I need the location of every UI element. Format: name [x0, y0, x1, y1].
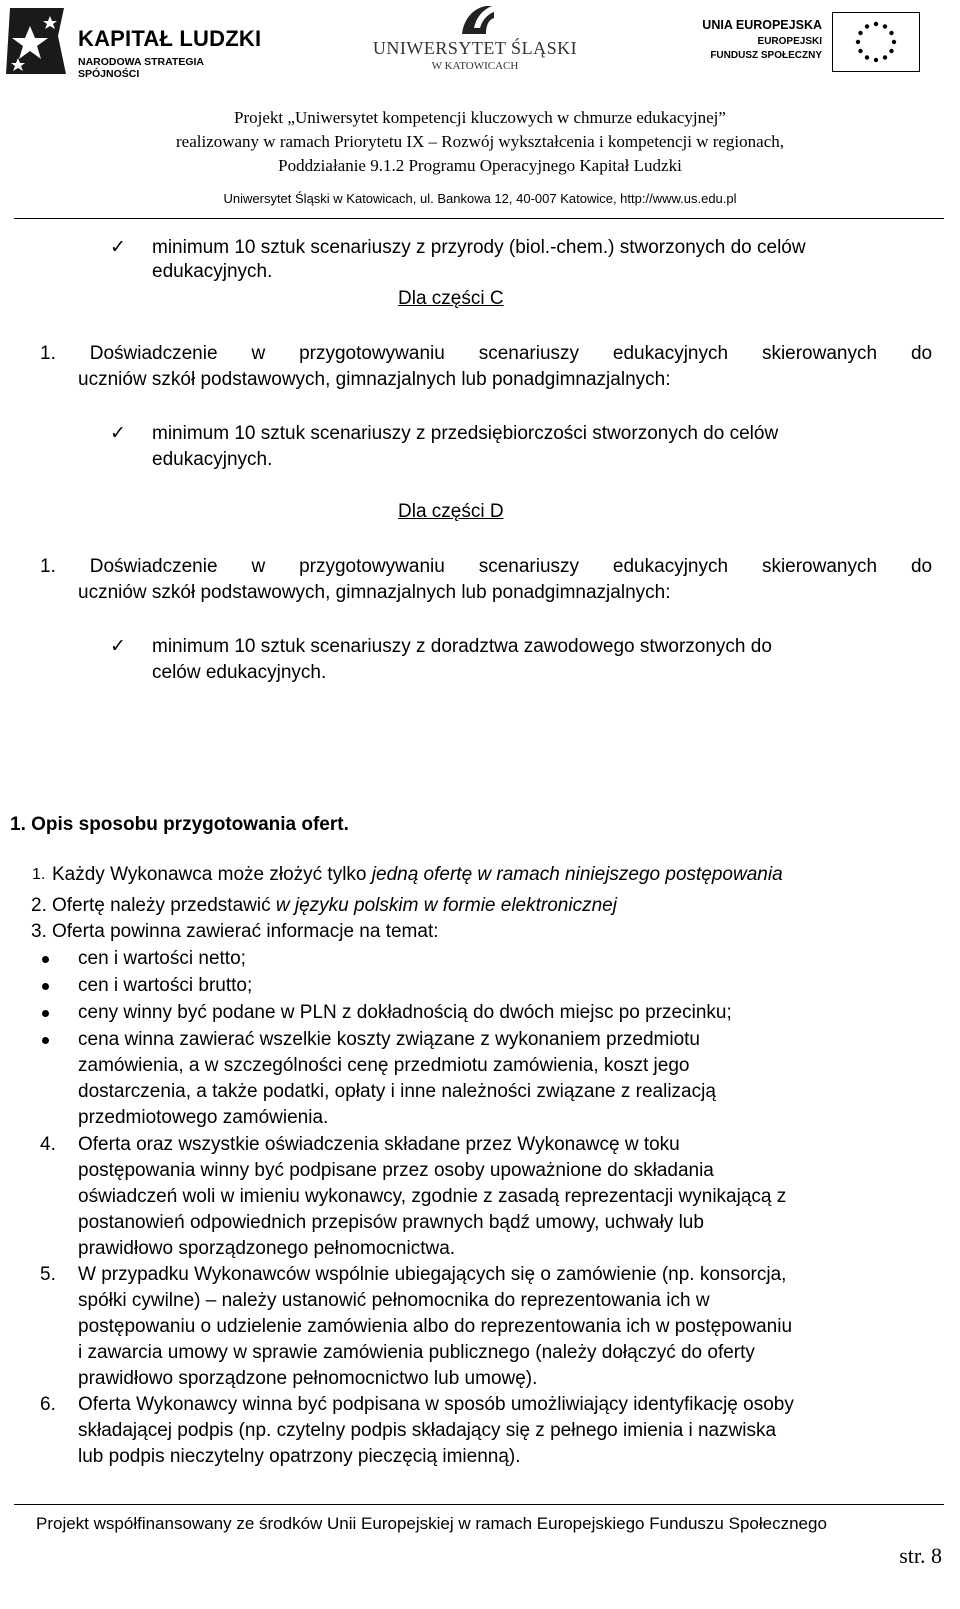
item-4-line2: postępowania winny być podpisane przez osoby upoważnione do składania [78, 1160, 714, 1181]
requirement-d-line1: minimum 10 sztuk scenariuszy z doradztwa zawodowego stworzonych do [152, 636, 772, 657]
ue-title: UNIA EUROPEJSKA [702, 18, 822, 32]
ue-subtitle-2: FUNDUSZ SPOŁECZNY [710, 50, 822, 61]
bullet-costs-line4: przedmiotowego zamówienia. [78, 1107, 329, 1128]
bullet-icon [42, 1010, 49, 1017]
item-number: 3. [31, 921, 47, 942]
item-number: 6. [40, 1394, 56, 1415]
checkmark-icon: ✓ [110, 237, 126, 258]
bullet-costs-line2: zamówienia, a w szczególności cenę przedmiotu zamówienia, koszt jego [78, 1055, 690, 1076]
bullet-brutto: cen i wartości brutto; [78, 975, 253, 996]
item-6-line1: Oferta Wykonawcy winna być podpisana w sposób umożliwiający identyfikację osoby [78, 1394, 794, 1415]
item-number: 2. [31, 895, 47, 916]
bullet-icon [42, 983, 49, 990]
requirement-b-line1: minimum 10 sztuk scenariuszy z przyrody (biol.-chem.) stworzonych do celów [152, 237, 806, 258]
bullet-icon [42, 956, 49, 963]
experience-c-line1: 1. Doświadczenie w przygotowywaniu scenariuszy edukacyjnych skierowanych do [40, 343, 933, 364]
item-number: 4. [40, 1134, 56, 1155]
kapital-ludzki-logo [6, 8, 266, 78]
item-6-line2: składającej podpis (np. czytelny podpis składający się z pełnego imienia i nazwiska [78, 1420, 777, 1441]
bullet-costs-line3: dostarczenia, a także podatki, opłaty i inne należności związane z realizacją [78, 1081, 716, 1102]
page-number: str. 8 [899, 1543, 942, 1568]
uniwersytet-slaski-logo [360, 4, 590, 76]
item-number: 1. [32, 866, 46, 883]
item-5-line2: spółki cywilne) – należy ustanowić pełnomocnika do reprezentowania ich w [78, 1290, 710, 1311]
part-c-heading: Dla części C [398, 288, 504, 309]
project-priority-line: realizowany w ramach Priorytetu IX – Rozwój wykształcenia i kompetencji w regionach, [175, 132, 784, 151]
university-address: Uniwersytet Śląski w Katowicach, ul. Bankowa 12, 40-007 Katowice, http://www.us.edu.pl [223, 191, 737, 206]
item-number: 5. [40, 1264, 56, 1285]
section-title: 1. Opis sposobu przygotowania ofert. [10, 814, 349, 835]
item-1-text: Każdy Wykonawca może złożyć tylko jedną ofertę w ramach niniejszego postępowania [52, 864, 783, 885]
experience-d-line1: 1. Doświadczenie w przygotowywaniu scenariuszy edukacyjnych skierowanych do [40, 556, 933, 577]
item-3-text: Oferta powinna zawierać informacje na temat: [52, 921, 439, 942]
checkmark-icon: ✓ [110, 636, 126, 657]
kapital-ludzki-subtitle: NARODOWA STRATEGIA SPÓJNOŚCI [78, 56, 204, 80]
kapital-ludzki-star-icon [6, 8, 66, 74]
part-d-heading: Dla części D [398, 501, 504, 522]
item-4-line1: Oferta oraz wszystkie oświadczenia składane przez Wykonawcę w toku [78, 1134, 680, 1155]
unia-europejska-logo [700, 12, 950, 72]
item-2-text: Ofertę należy przedstawić w języku polskim w formie elektronicznej [52, 895, 617, 916]
kapital-ludzki-name: KAPITAŁ LUDZKI [78, 26, 262, 51]
bullet-costs-line1: cena winna zawierać wszelkie koszty związane z wykonaniem przedmiotu [78, 1029, 700, 1050]
item-5-line5: prawidłowo sporządzone pełnomocnictwo lub umowę). [78, 1368, 538, 1389]
requirement-c-line1: minimum 10 sztuk scenariuszy z przedsiębiorczości stworzonych do celów [152, 423, 779, 444]
footer-divider [14, 1504, 944, 1505]
uniwersytet-name: UNIWERSYTET ŚLĄSKI [372, 38, 578, 58]
item-6-line3: lub podpis nieczytelny opatrzony pieczęcią imienną). [78, 1446, 521, 1467]
item-4-line4: postanowień odpowiednich przepisów prawnych bądź umowy, uchwały lub [78, 1212, 704, 1233]
ue-subtitle-1: EUROPEJSKI [757, 36, 822, 47]
experience-c-line2: uczniów szkół podstawowych, gimnazjalnych lub ponadgimnazjalnych: [78, 369, 671, 390]
requirement-b-line2: edukacyjnych. [152, 261, 273, 282]
eu-flag-icon [832, 12, 920, 72]
item-4-line5: prawidłowo sporządzonego pełnomocnictwa. [78, 1238, 456, 1259]
item-4-line3: oświadczeń woli w imieniu wykonawcy, zgodnie z zasadą reprezentacji wynikającą z [78, 1186, 787, 1207]
item-5-line1: W przypadku Wykonawców wspólnie ubiegających się o zamówienie (np. konsorcja, [78, 1264, 787, 1285]
bullet-netto: cen i wartości netto; [78, 948, 246, 969]
bullet-icon [42, 1037, 49, 1044]
uniwersytet-emblem-icon [456, 4, 496, 36]
item-5-line3: postępowaniu o udzielenie zamówienia albo do reprezentowania ich w postępowaniu [78, 1316, 793, 1337]
footer-cofinancing-note: Projekt współfinansowany ze środków Unii Europejskiej w ramach Europejskiego Funduszu Społecznego [36, 1514, 827, 1533]
project-program-line: Poddziałanie 9.1.2 Programu Operacyjnego Kapitał Ludzki [278, 156, 682, 175]
item-5-line4: i zawarcia umowy w sprawie zamówienia publicznego (należy dołączyć do oferty [78, 1342, 755, 1363]
bullet-pln: ceny winny być podane w PLN z dokładnością do dwóch miejsc po przecinku; [78, 1002, 732, 1023]
experience-d-line2: uczniów szkół podstawowych, gimnazjalnych lub ponadgimnazjalnych: [78, 582, 671, 603]
requirement-c-line2: edukacyjnych. [152, 449, 273, 470]
header-divider [14, 218, 944, 219]
requirement-d-line2: celów edukacyjnych. [152, 662, 327, 683]
uniwersytet-city: W KATOWICACH [431, 60, 519, 72]
project-title-line: Projekt „Uniwersytet kompetencji kluczowych w chmurze edukacyjnej” [234, 108, 726, 127]
checkmark-icon: ✓ [110, 423, 126, 444]
